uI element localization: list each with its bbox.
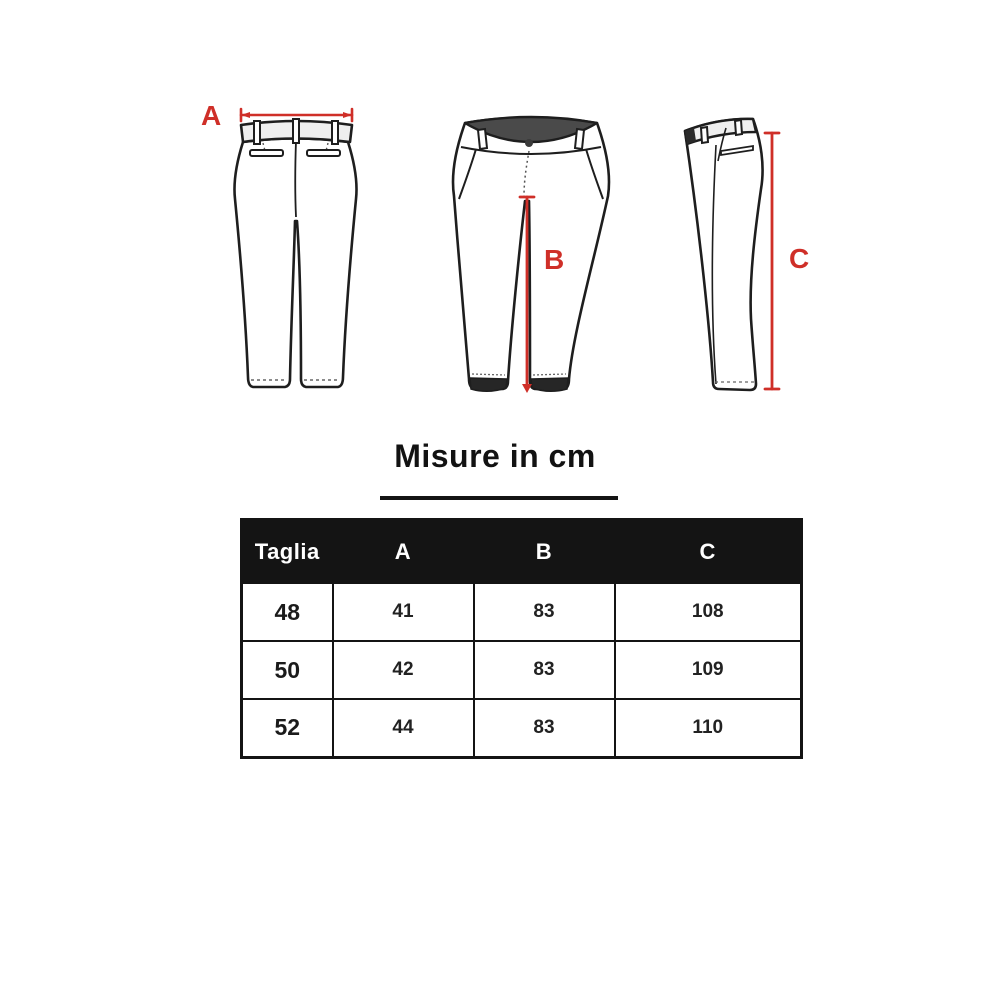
pants-front-body	[453, 118, 609, 390]
size-table	[240, 518, 803, 759]
center-back-seam	[295, 141, 296, 217]
pants-side-body	[685, 119, 763, 390]
cell-measure-c: 109	[615, 641, 802, 699]
page-title: Misure in cm	[394, 438, 596, 474]
table-header-row	[242, 520, 802, 584]
measure-label-a: A	[201, 100, 222, 131]
header-cell-b: B	[474, 520, 615, 584]
cell-size: 52	[242, 699, 333, 757]
cell-measure-a: 44	[333, 699, 474, 757]
header-cell-c: C	[615, 520, 802, 584]
cell-size: 48	[242, 583, 333, 641]
cell-measure-a: 42	[333, 641, 474, 699]
cell-measure-c: 108	[615, 583, 802, 641]
cell-measure-c: 110	[615, 699, 802, 757]
pants-side-view-diagram	[660, 100, 820, 402]
cell-measure-b: 83	[474, 583, 615, 641]
table-row	[242, 641, 802, 699]
table-row	[242, 583, 802, 641]
button	[525, 139, 533, 147]
table-row	[242, 699, 802, 757]
pants-front-view-diagram	[445, 100, 625, 402]
measure-label-b: B	[544, 244, 565, 275]
header-cell-taglia: Taglia	[242, 520, 333, 584]
cell-measure-b: 83	[474, 699, 615, 757]
cell-size: 50	[242, 641, 333, 699]
cell-measure-a: 41	[333, 583, 474, 641]
cell-measure-b: 83	[474, 641, 615, 699]
measure-label-c: C	[789, 243, 810, 274]
front-hems	[470, 378, 568, 391]
header-cell-a: A	[333, 520, 474, 584]
pants-back-view-diagram	[193, 98, 377, 400]
title-block	[290, 438, 700, 475]
measure-c-line	[765, 133, 779, 389]
title-underline	[380, 496, 618, 500]
